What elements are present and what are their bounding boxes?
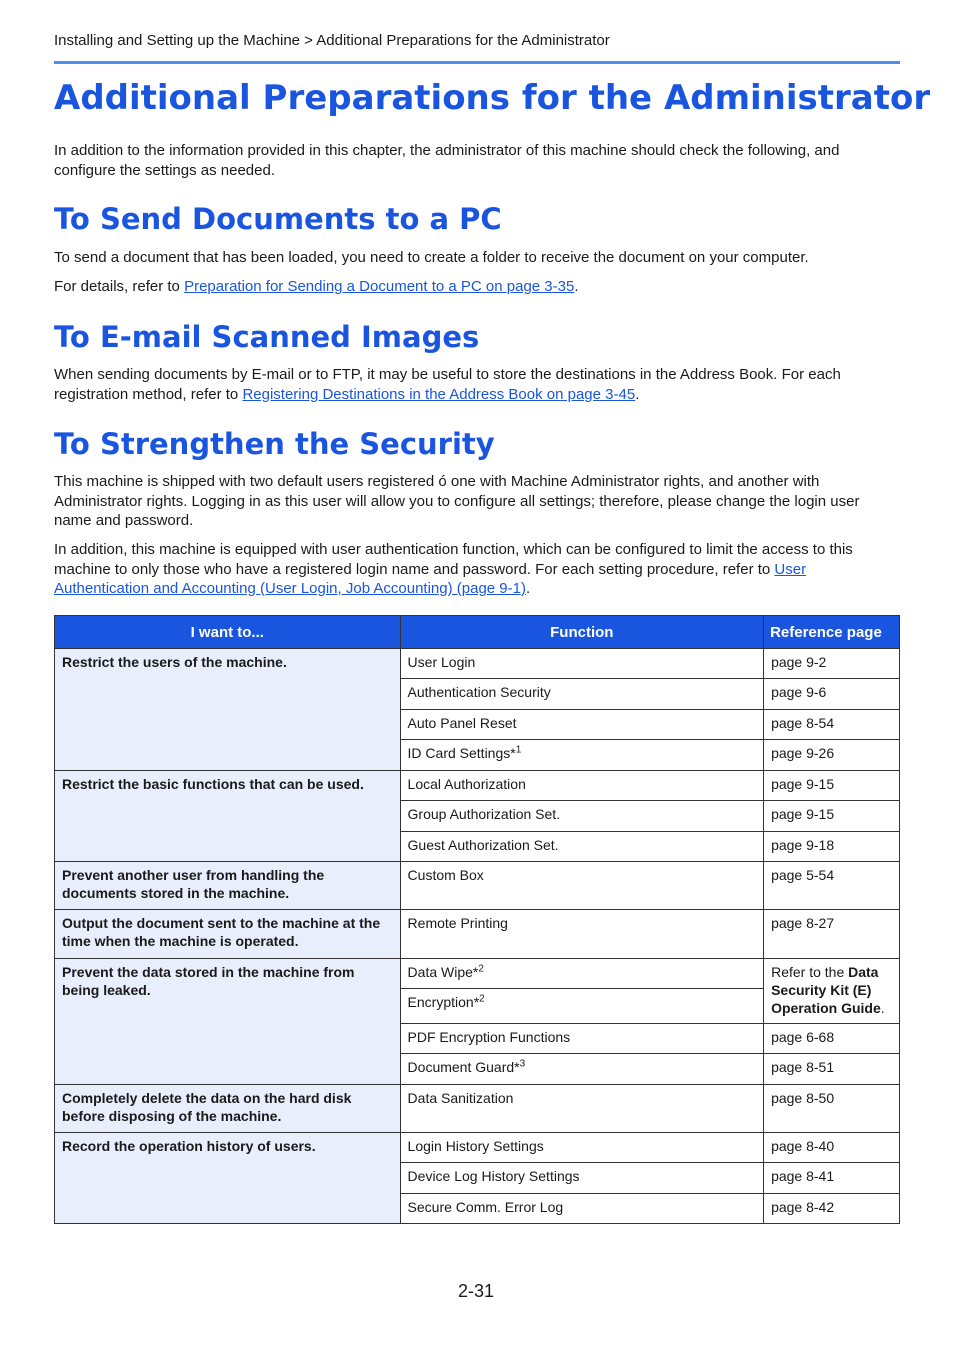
- heading-email: To E-mail Scanned Images: [54, 320, 480, 354]
- table-row: [55, 862, 900, 910]
- table-header-row: [55, 616, 900, 649]
- function-label: Authentication Security: [407, 684, 551, 700]
- function-cell: [400, 862, 764, 910]
- email-paragraph-prefix: When sending documents by E-mail or to FTP, it may be useful to store the destinations in the Address Book. For each registration method, refer to: [54, 366, 841, 403]
- footnote-marker: 2: [479, 993, 485, 1005]
- function-cell: [400, 1133, 764, 1163]
- security-paragraph-2-suffix: .: [525, 580, 531, 597]
- function-label: Document Guard*: [407, 1059, 520, 1075]
- function-label: Secure Comm. Error Log: [407, 1199, 564, 1215]
- want-cell: Restrict the users of the machine.: [55, 649, 401, 771]
- function-cell: [400, 1024, 764, 1054]
- function-cell: [400, 910, 764, 959]
- reference-page-cell: page 8-51: [764, 1054, 900, 1085]
- function-cell: [400, 801, 764, 832]
- table-row: [55, 1085, 900, 1133]
- function-label: ID Card Settings*: [407, 745, 516, 761]
- want-cell: Completely delete the data on the hard disk before disposing of the machine.: [55, 1085, 401, 1133]
- function-label: PDF Encryption Functions: [407, 1029, 571, 1045]
- function-cell: [400, 740, 764, 771]
- link-preparation-sending-pc[interactable]: Preparation for Sending a Document to a PC on page 3-35: [184, 278, 575, 295]
- security-paragraph-1: This machine is shipped with two default users registered ó one with Machine Administrator rights, and another with Administrator rights. Logging in as this user will allow you to configure all settings; therefore, please change the login user name and password.: [54, 473, 860, 529]
- reference-page-cell: page 6-68: [764, 1024, 900, 1054]
- security-paragraph-2: [54, 540, 900, 599]
- reference-page-cell: page 9-15: [764, 801, 900, 832]
- table-row: [55, 959, 900, 989]
- function-label: Data Wipe*: [407, 964, 479, 980]
- function-label: Auto Panel Reset: [407, 715, 517, 731]
- reference-page-cell: page 9-6: [764, 679, 900, 710]
- reference-cell-merged: [764, 959, 900, 1024]
- header-reference-page: Reference page: [764, 616, 900, 649]
- reference-guide-name: Data Security Kit (E) Operation Guide: [771, 964, 881, 1016]
- breadcrumb: Installing and Setting up the Machine > Additional Preparations for the Administrator: [54, 32, 610, 49]
- function-cell: [400, 649, 764, 679]
- send-pc-details-prefix: For details, refer to: [54, 278, 185, 295]
- want-cell: Output the document sent to the machine at the time when the machine is operated.: [55, 910, 401, 959]
- function-label: Device Log History Settings: [407, 1168, 580, 1184]
- function-cell: [400, 1054, 764, 1085]
- table-row: [55, 1133, 900, 1163]
- function-cell: [400, 710, 764, 740]
- page-number: 2-31: [458, 1281, 495, 1301]
- want-cell: Restrict the basic functions that can be used.: [55, 771, 401, 862]
- function-label: Custom Box: [407, 867, 484, 883]
- function-label: Encryption*: [407, 994, 480, 1010]
- reference-page-cell: page 8-54: [764, 710, 900, 740]
- heading-send-pc: To Send Documents to a PC: [54, 202, 502, 236]
- function-cell: [400, 1085, 764, 1133]
- reference-page-cell: page 8-42: [764, 1194, 900, 1224]
- function-label: Local Authorization: [407, 776, 526, 792]
- reference-page-cell: page 8-50: [764, 1085, 900, 1133]
- want-cell: Prevent another user from handling the documents stored in the machine.: [55, 862, 401, 910]
- heading-security: To Strengthen the Security: [54, 427, 495, 461]
- reference-page-cell: page 9-15: [764, 771, 900, 801]
- send-pc-paragraph: To send a document that has been loaded, you need to create a folder to receive the document on your computer.: [54, 249, 809, 266]
- function-cell: [400, 1163, 764, 1194]
- reference-suffix: .: [880, 1000, 885, 1016]
- send-pc-details-suffix: .: [574, 278, 579, 295]
- function-cell: [400, 832, 764, 862]
- security-reference-table: [54, 615, 900, 1224]
- footnote-marker: 2: [478, 963, 484, 975]
- link-registering-destinations[interactable]: Registering Destinations in the Address Book on page 3-45: [242, 385, 636, 403]
- reference-page-cell: page 8-40: [764, 1133, 900, 1163]
- function-label: Group Authorization Set.: [407, 806, 561, 822]
- footnote-marker: 3: [519, 1058, 526, 1070]
- reference-page-cell: page 8-41: [764, 1163, 900, 1194]
- footnote-marker: 1: [515, 744, 522, 756]
- reference-page-cell: page 5-54: [764, 862, 900, 910]
- table-row: [55, 910, 900, 959]
- reference-page-cell: page 9-26: [764, 740, 900, 771]
- intro-paragraph: In addition to the information provided in this chapter, the administrator of this machine should check the following, and configure the settings as needed.: [54, 142, 840, 179]
- want-cell: Prevent the data stored in the machine from being leaked.: [55, 959, 401, 1085]
- function-cell: [400, 959, 764, 989]
- want-cell: Record the operation history of users.: [55, 1133, 401, 1224]
- function-label: Data Sanitization: [407, 1090, 514, 1106]
- function-cell: [400, 1194, 764, 1224]
- link-user-authentication[interactable]: User Authentication and Accounting (User Login, Job Accounting) (page 9-1): [54, 560, 807, 597]
- function-cell: [400, 679, 764, 710]
- table-row: [55, 771, 900, 801]
- function-label: Login History Settings: [407, 1138, 544, 1154]
- email-paragraph: [54, 365, 900, 404]
- function-label: Guest Authorization Set.: [407, 837, 559, 853]
- reference-page-cell: page 9-18: [764, 832, 900, 862]
- email-paragraph-suffix: .: [635, 385, 640, 403]
- reference-page-cell: page 8-27: [764, 910, 900, 959]
- reference-page-cell: page 9-2: [764, 649, 900, 679]
- header-function: Function: [400, 616, 764, 649]
- security-paragraph-2-prefix: In addition, this machine is equipped with user authentication function, which can be configured to limit the access to this machine to only those who have a registered login name and password. For each setting procedure, refer to: [54, 541, 853, 578]
- header-rule: [54, 61, 900, 64]
- send-pc-details: [54, 277, 900, 297]
- header-i-want-to: I want to...: [55, 616, 401, 649]
- function-cell: [400, 771, 764, 801]
- reference-prefix: Refer to the: [771, 964, 849, 980]
- page-title: Additional Preparations for the Administrator: [54, 78, 931, 118]
- function-cell: [400, 989, 764, 1024]
- function-label: User Login: [407, 654, 476, 670]
- function-label: Remote Printing: [407, 915, 508, 931]
- table-row: [55, 649, 900, 679]
